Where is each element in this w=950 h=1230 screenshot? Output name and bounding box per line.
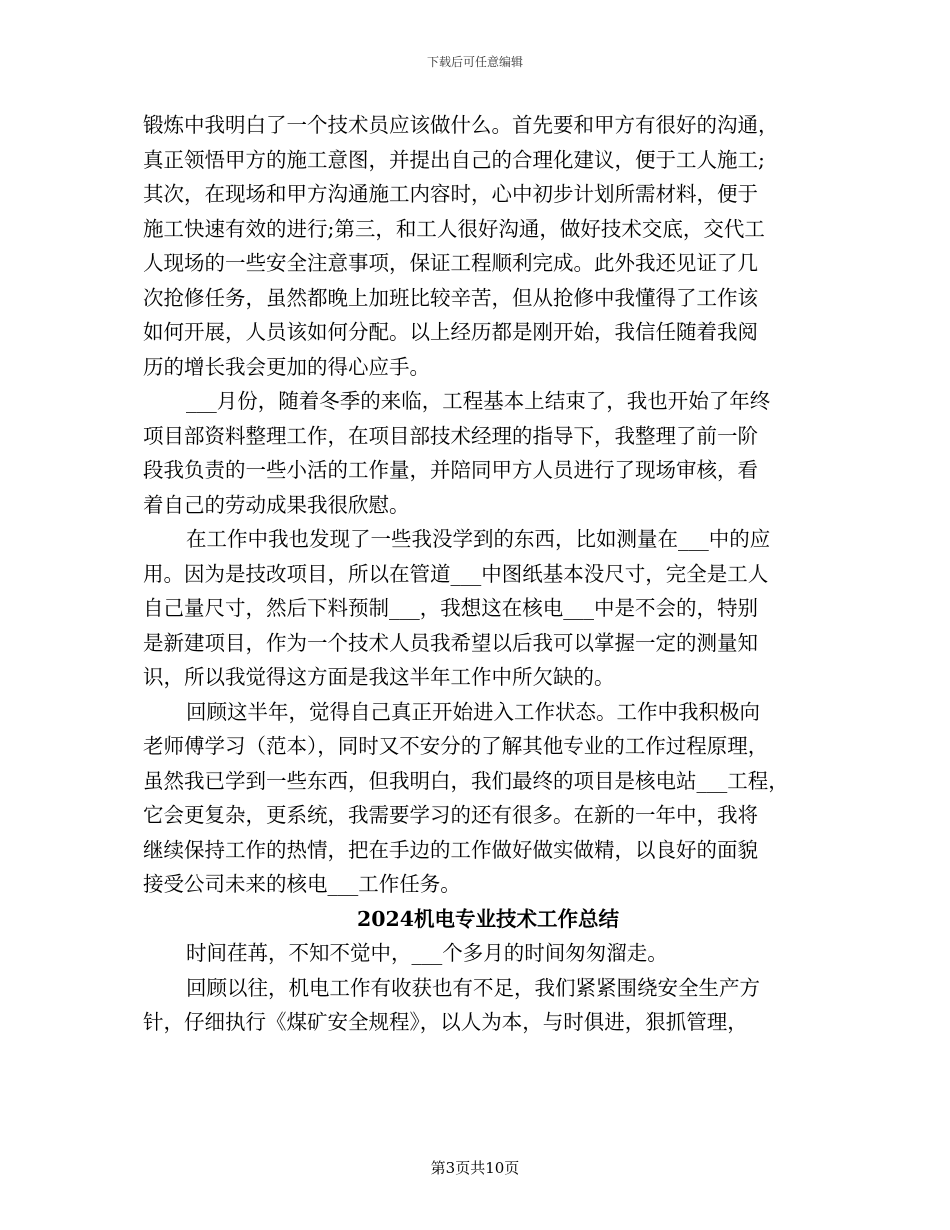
text-line: 用。因为是技改项目，所以在管道___中图纸基本没尺寸，完全是工人 [143, 561, 769, 586]
text-line: 项目部资料整理工作，在项目部技术经理的指导下，我整理了前一阶 [143, 423, 758, 448]
header-note: 下载后可任意编辑 [426, 55, 523, 69]
text-line: 回顾这半年，觉得自己真正开始进入工作状态。工作中我积极向 [186, 699, 760, 724]
text-line: 锻炼中我明白了一个技术员应该做什么。首先要和甲方有很好的沟通， [143, 113, 779, 137]
text-line: 针，仔细执行《煤矿安全规程》，以人为本，与时俱进，狠抓管理， [143, 1010, 748, 1034]
text-line: 回顾以往，机电工作有收获也有不足，我们紧紧围绕安全生产方 [186, 975, 760, 1000]
text-line: 施工快速有效的进行;第三，和工人很好沟通，做好技术交底，交代工 [143, 216, 765, 241]
text-line: 接受公司未来的核电___工作任务。 [143, 872, 461, 896]
text-line: 它会更复杂，更系统，我需要学习的还有很多。在新的一年中，我将 [143, 803, 758, 827]
text-line: ___月份，随着冬季的来临，工程基本上结束了，我也开始了年终 [186, 389, 771, 413]
text-line: 虽然我已学到一些东西，但我明白，我们最终的项目是核电站___工程， [143, 768, 789, 793]
text-line: 其次，在现场和甲方沟通施工内容时，心中初步计划所需材料，便于 [143, 182, 758, 206]
text-line: 人现场的一些安全注意事项，保证工程顺利完成。此外我还见证了几 [143, 251, 758, 275]
text-line: 在工作中我也发现了一些我没学到的东西，比如测量在___中的应 [186, 527, 771, 551]
text-line: 次抢修任务，虽然都晚上加班比较辛苦，但从抢修中我懂得了工作该 [143, 285, 758, 310]
text-line: 如何开展，人员该如何分配。以上经历都是刚开始，我信任随着我阅 [143, 320, 758, 344]
text-line: 时间荏苒，不知不觉中，___个多月的时间匆匆溜走。 [186, 941, 668, 965]
text-line: 着自己的劳动成果我很欣慰。 [143, 492, 410, 517]
text-line: 真正领悟甲方的施工意图，并提出自己的合理化建议，便于工人施工; [143, 147, 765, 172]
text-line: 识，所以我觉得这方面是我这半年工作中所欠缺的。 [143, 665, 615, 689]
text-line: 是新建项目，作为一个技术人员我希望以后我可以掌握一定的测量知 [143, 630, 758, 655]
text-line: 历的增长我会更加的得心应手。 [143, 354, 430, 379]
text-line: 自己量尺寸，然后下料预制___，我想这在核电___中是不会的，特别 [143, 596, 758, 620]
text-line: 继续保持工作的热情，把在手边的工作做好做实做精，以良好的面貌 [143, 837, 758, 862]
page-number-footer: 第3页共10页 [430, 1159, 520, 1177]
body-text [143, 108, 813, 1040]
text-line: 段我负责的一些小活的工作量，并陪同甲方人员进行了现场审核，看 [143, 458, 758, 482]
text-line: 老师傅学习（范本），同时又不安分的了解其他专业的工作过程原理， [143, 734, 769, 758]
section-title: 2024机电专业技术工作总结 [356, 906, 620, 931]
